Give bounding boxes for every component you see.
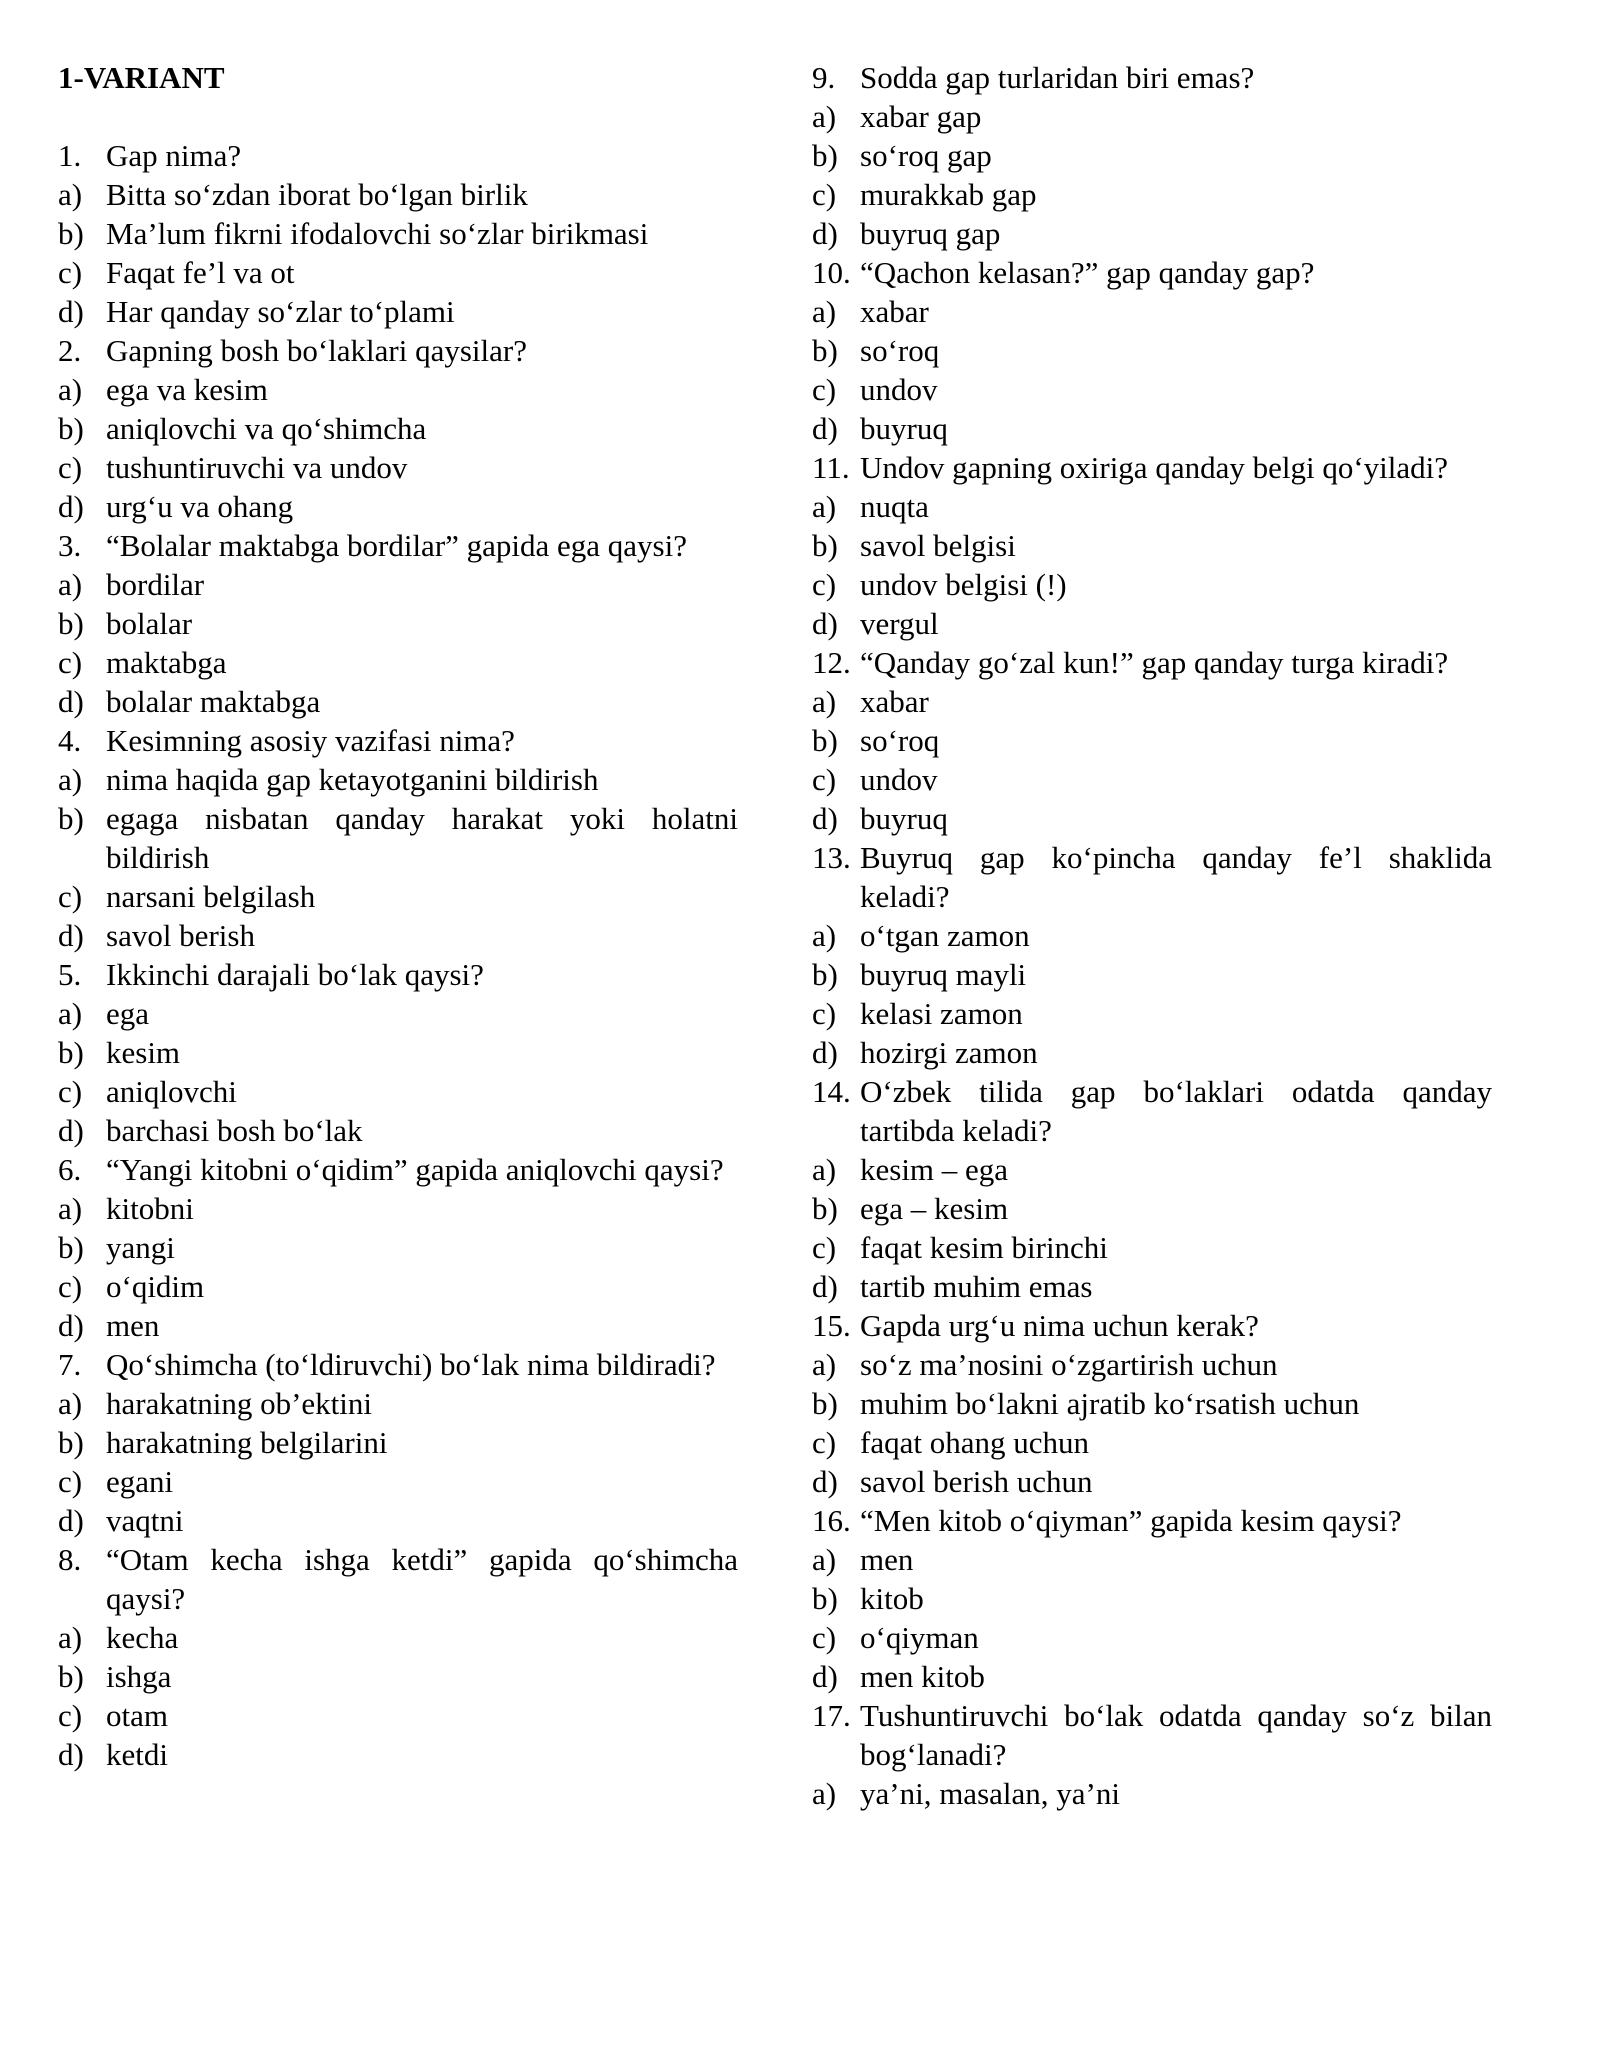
question-item-marker: 2. — [58, 333, 82, 368]
question-item-marker: 9. — [812, 60, 836, 95]
question-item-marker: 1. — [58, 138, 82, 173]
answer-option-marker: b) — [812, 333, 838, 368]
question-item-marker: 4. — [58, 723, 82, 758]
answer-option — [812, 1657, 1492, 1696]
answer-option — [812, 292, 1492, 331]
answer-option-text: kecha — [106, 1620, 179, 1655]
answer-option-marker: c) — [58, 645, 83, 680]
answer-option-marker: c) — [58, 1269, 83, 1304]
answer-option-text: vaqtni — [106, 1503, 184, 1538]
question-item-text: Kesimning asosiy vazifasi nima? — [106, 723, 515, 758]
answer-option-marker: d) — [58, 1308, 84, 1343]
answer-option — [58, 1657, 738, 1696]
variant-title: 1-VARIANT — [58, 60, 225, 95]
question-item-marker: 17. — [812, 1698, 851, 1733]
answer-option-text: faqat kesim birinchi — [860, 1230, 1108, 1265]
answer-option-text: harakatning ob’ektini — [106, 1386, 372, 1421]
answer-option-text: o‘qidim — [106, 1269, 205, 1304]
answer-option — [812, 604, 1492, 643]
answer-option — [58, 1618, 738, 1657]
answer-option-marker: d) — [58, 684, 84, 719]
answer-option-text: urg‘u va ohang — [106, 489, 294, 524]
question-item-marker: 8. — [58, 1542, 82, 1577]
answer-option-text: Faqat fe’l va ot — [106, 255, 295, 290]
answer-option-marker: d) — [58, 294, 84, 329]
answer-option-text: bordilar — [106, 567, 205, 602]
answer-option-marker: a) — [812, 918, 837, 953]
answer-option-marker: a) — [812, 1542, 837, 1577]
answer-option-marker: a) — [58, 567, 83, 602]
answer-option-marker: d) — [58, 1503, 84, 1538]
question-item-text: Gapda urg‘u nima uchun kerak? — [860, 1308, 1259, 1343]
question-item — [812, 253, 1492, 292]
answer-option-marker: c) — [58, 1698, 83, 1733]
question-item-marker: 10. — [812, 255, 851, 290]
question-item — [58, 331, 738, 370]
answer-option — [812, 1423, 1492, 1462]
question-item — [812, 58, 1492, 97]
question-item-marker: 16. — [812, 1503, 851, 1538]
answer-option-marker: b) — [58, 1230, 84, 1265]
answer-option — [58, 643, 738, 682]
answer-option — [58, 175, 738, 214]
answer-option-marker: c) — [812, 567, 837, 602]
answer-option-text: men — [860, 1542, 914, 1577]
answer-option — [812, 721, 1492, 760]
question-item-text: “Yangi kitobni o‘qidim” gapida aniqlovchi qaysi? — [106, 1152, 724, 1187]
answer-option-marker: d) — [812, 606, 838, 641]
answer-option-text: bolalar maktabga — [106, 684, 321, 719]
answer-option — [812, 760, 1492, 799]
question-item — [812, 838, 1492, 916]
answer-option — [58, 253, 738, 292]
answer-option-marker: c) — [812, 1620, 837, 1655]
answer-option-text: undov belgisi (!) — [860, 567, 1067, 602]
answer-option — [812, 1345, 1492, 1384]
answer-option — [58, 1228, 738, 1267]
answer-option-marker: a) — [58, 996, 83, 1031]
answer-option-marker: a) — [812, 684, 837, 719]
question-item — [812, 448, 1492, 487]
answer-option-text: so‘roq gap — [860, 138, 992, 173]
answer-option — [812, 1579, 1492, 1618]
question-item — [812, 1501, 1492, 1540]
answer-option — [812, 1384, 1492, 1423]
answer-option — [58, 877, 738, 916]
answer-option-marker: d) — [812, 1464, 838, 1499]
answer-option-text: kesim – ega — [860, 1152, 1009, 1187]
answer-option — [58, 370, 738, 409]
question-item — [58, 526, 738, 565]
answer-option-marker: a) — [812, 99, 837, 134]
answer-option — [58, 1072, 738, 1111]
answer-option — [812, 1189, 1492, 1228]
answer-option-marker: b) — [58, 606, 84, 641]
question-item-text: Ikkinchi darajali bo‘lak qaysi? — [106, 957, 484, 992]
question-item-text: “Otam kecha ishga ketdi” gapida qo‘shimcha qaysi? — [106, 1542, 738, 1616]
answer-option-marker: a) — [812, 1776, 837, 1811]
question-item-marker: 12. — [812, 645, 851, 680]
answer-option-text: ketdi — [106, 1737, 168, 1772]
question-item — [58, 1150, 738, 1189]
answer-option-text: ega — [106, 996, 150, 1031]
answer-option — [812, 565, 1492, 604]
answer-option-text: narsani belgilash — [106, 879, 316, 914]
answer-option-marker: a) — [58, 177, 83, 212]
title-spacer — [58, 97, 738, 136]
question-item-marker: 15. — [812, 1308, 851, 1343]
answer-option-text: yangi — [106, 1230, 175, 1265]
answer-option-text: ishga — [106, 1659, 172, 1694]
answer-option-text: undov — [860, 372, 938, 407]
question-item-text: “Men kitob o‘qiyman” gapida kesim qaysi? — [860, 1503, 1402, 1538]
answer-option-text: xabar — [860, 294, 929, 329]
answer-option-text: nima haqida gap ketayotganini bildirish — [106, 762, 599, 797]
answer-option-marker: c) — [58, 255, 83, 290]
answer-option — [812, 1462, 1492, 1501]
answer-option-text: Bitta so‘zdan iborat bo‘lgan birlik — [106, 177, 528, 212]
question-item-text: Qo‘shimcha (to‘ldiruvchi) bo‘lak nima bildiradi? — [106, 1347, 716, 1382]
answer-option-text: ega va kesim — [106, 372, 268, 407]
answer-option-marker: b) — [58, 1659, 84, 1694]
answer-option-marker: c) — [812, 996, 837, 1031]
answer-option — [812, 370, 1492, 409]
answer-option-text: buyruq gap — [860, 216, 1001, 251]
answer-option-marker: c) — [812, 1230, 837, 1265]
answer-option — [58, 916, 738, 955]
question-item — [58, 1540, 738, 1618]
question-item-text: Undov gapning oxiriga qanday belgi qo‘yiladi? — [860, 450, 1449, 485]
answer-option-marker: b) — [58, 801, 84, 836]
question-item-text: Buyruq gap ko‘pincha qanday fe’l shaklida keladi? — [860, 840, 1492, 914]
question-item — [58, 955, 738, 994]
answer-option-text: men kitob — [860, 1659, 985, 1694]
answer-option-text: kesim — [106, 1035, 181, 1070]
answer-option — [58, 604, 738, 643]
answer-option-marker: b) — [812, 1581, 838, 1616]
answer-option-text: xabar — [860, 684, 929, 719]
answer-option-marker: d) — [812, 1269, 838, 1304]
answer-option-text: aniqlovchi — [106, 1074, 237, 1109]
answer-option-marker: d) — [58, 489, 84, 524]
answer-option — [812, 331, 1492, 370]
answer-option — [58, 1462, 738, 1501]
answer-option — [812, 916, 1492, 955]
answer-option-text: o‘tgan zamon — [860, 918, 1030, 953]
answer-option — [58, 409, 738, 448]
answer-option-marker: b) — [812, 528, 838, 563]
answer-option-marker: c) — [58, 1074, 83, 1109]
answer-option — [812, 175, 1492, 214]
answer-option — [812, 1267, 1492, 1306]
answer-option-marker: c) — [812, 372, 837, 407]
answer-option — [812, 97, 1492, 136]
answer-option — [58, 760, 738, 799]
answer-option — [812, 799, 1492, 838]
answer-option — [58, 1696, 738, 1735]
question-item-text: “Bolalar maktabga bordilar” gapida ega qaysi? — [106, 528, 687, 563]
answer-option-text: buyruq — [860, 411, 948, 446]
answer-option — [812, 1618, 1492, 1657]
answer-option-marker: d) — [812, 411, 838, 446]
answer-option-text: nuqta — [860, 489, 929, 524]
answer-option-marker: d) — [812, 1035, 838, 1070]
question-item-marker: 13. — [812, 840, 851, 875]
answer-option — [812, 1150, 1492, 1189]
answer-option-text: kitob — [860, 1581, 924, 1616]
answer-option-text: savol belgisi — [860, 528, 1016, 563]
question-item-marker: 11. — [812, 450, 850, 485]
answer-option — [812, 682, 1492, 721]
answer-option-marker: a) — [58, 1386, 83, 1421]
answer-option — [58, 292, 738, 331]
answer-option-marker: a) — [58, 1620, 83, 1655]
answer-option-text: buyruq mayli — [860, 957, 1027, 992]
answer-option-text: hozirgi zamon — [860, 1035, 1038, 1070]
answer-option — [812, 526, 1492, 565]
answer-option — [812, 1033, 1492, 1072]
question-item — [58, 1345, 738, 1384]
answer-option — [58, 682, 738, 721]
answer-option-marker: b) — [812, 1386, 838, 1421]
answer-option — [58, 448, 738, 487]
answer-option — [58, 1267, 738, 1306]
answer-option — [812, 1540, 1492, 1579]
answer-option-text: bolalar — [106, 606, 193, 641]
answer-option-text: tushuntiruvchi va undov — [106, 450, 408, 485]
question-item-marker: 5. — [58, 957, 82, 992]
answer-option-marker: a) — [58, 1191, 83, 1226]
answer-option-marker: b) — [812, 957, 838, 992]
answer-option — [812, 955, 1492, 994]
question-item-marker: 6. — [58, 1152, 82, 1187]
left-column — [58, 58, 738, 1774]
answer-option-marker: a) — [58, 762, 83, 797]
answer-option-marker: a) — [812, 489, 837, 524]
answer-option-text: o‘qiyman — [860, 1620, 979, 1655]
answer-option — [58, 1735, 738, 1774]
answer-option — [812, 1228, 1492, 1267]
answer-option-marker: b) — [812, 723, 838, 758]
answer-option-marker: d) — [812, 1659, 838, 1694]
answer-option-text: otam — [106, 1698, 168, 1733]
answer-option-marker: c) — [58, 1464, 83, 1499]
question-item-text: “Qachon kelasan?” gap qanday gap? — [860, 255, 1315, 290]
answer-option-text: buyruq — [860, 801, 948, 836]
question-item-text: Gapning bosh bo‘laklari qaysilar? — [106, 333, 527, 368]
answer-option-text: tartib muhim emas — [860, 1269, 1093, 1304]
answer-option-text: faqat ohang uchun — [860, 1425, 1089, 1460]
answer-option-text: so‘roq — [860, 723, 940, 758]
answer-option — [58, 799, 738, 877]
answer-option-marker: d) — [812, 801, 838, 836]
answer-option-text: ega – kesim — [860, 1191, 1009, 1226]
answer-option — [58, 1189, 738, 1228]
answer-option-marker: c) — [58, 879, 83, 914]
question-item — [58, 721, 738, 760]
answer-option — [812, 214, 1492, 253]
answer-option-marker: d) — [812, 216, 838, 251]
question-item-text: Gap nima? — [106, 138, 242, 173]
answer-option-marker: d) — [58, 918, 84, 953]
answer-option-text: xabar gap — [860, 99, 982, 134]
answer-option-marker: d) — [58, 1737, 84, 1772]
answer-option-marker: a) — [58, 372, 83, 407]
answer-option-marker: b) — [58, 1035, 84, 1070]
answer-option-text: maktabga — [106, 645, 227, 680]
answer-option-marker: d) — [58, 1113, 84, 1148]
answer-option-text: Har qanday so‘zlar to‘plami — [106, 294, 455, 329]
answer-option-marker: b) — [812, 138, 838, 173]
question-item — [812, 1306, 1492, 1345]
answer-option — [812, 487, 1492, 526]
answer-option-text: Ma’lum fikrni ifodalovchi so‘zlar birikmasi — [106, 216, 649, 251]
answer-option — [58, 1384, 738, 1423]
question-item — [812, 1696, 1492, 1774]
answer-option-marker: c) — [812, 762, 837, 797]
answer-option — [58, 1033, 738, 1072]
answer-option — [58, 1501, 738, 1540]
answer-option-text: so‘z ma’nosini o‘zgartirish uchun — [860, 1347, 1278, 1382]
answer-option-text: kelasi zamon — [860, 996, 1023, 1031]
answer-option — [58, 1306, 738, 1345]
answer-option-text: savol berish — [106, 918, 255, 953]
answer-option-marker: a) — [812, 1347, 837, 1382]
answer-option-text: murakkab gap — [860, 177, 1037, 212]
answer-option — [58, 487, 738, 526]
answer-option-text: undov — [860, 762, 938, 797]
answer-option-text: aniqlovchi va qo‘shimcha — [106, 411, 427, 446]
answer-option — [812, 409, 1492, 448]
question-item-text: Tushuntiruvchi bo‘lak odatda qanday so‘z bilan bog‘lanadi? — [860, 1698, 1492, 1772]
answer-option-text: barchasi bosh bo‘lak — [106, 1113, 363, 1148]
answer-option — [58, 565, 738, 604]
answer-option — [58, 994, 738, 1033]
answer-option-marker: b) — [58, 411, 84, 446]
answer-option-text: egaga nisbatan qanday harakat yoki holatni bildirish — [106, 801, 738, 875]
question-item-marker: 3. — [58, 528, 82, 563]
question-item-text: Sodda gap turlaridan biri emas? — [860, 60, 1255, 95]
answer-option — [812, 994, 1492, 1033]
answer-option-text: ya’ni, masalan, ya’ni — [860, 1776, 1120, 1811]
question-item-text: O‘zbek tilida gap bo‘laklari odatda qanday tartibda keladi? — [860, 1074, 1492, 1148]
answer-option-marker: c) — [58, 450, 83, 485]
answer-option-marker: a) — [812, 294, 837, 329]
answer-option — [812, 1774, 1492, 1813]
right-column — [812, 58, 1492, 1813]
answer-option-marker: b) — [58, 216, 84, 251]
answer-option-text: egani — [106, 1464, 174, 1499]
question-item — [58, 136, 738, 175]
question-item-marker: 7. — [58, 1347, 82, 1382]
answer-option-marker: b) — [58, 1425, 84, 1460]
question-item-text: “Qanday go‘zal kun!” gap qanday turga kiradi? — [860, 645, 1449, 680]
answer-option-text: harakatning belgilarini — [106, 1425, 388, 1460]
answer-option-marker: c) — [812, 1425, 837, 1460]
answer-option — [812, 136, 1492, 175]
question-item-marker: 14. — [812, 1074, 851, 1109]
answer-option-text: savol berish uchun — [860, 1464, 1093, 1499]
answer-option-text: men — [106, 1308, 160, 1343]
answer-option-marker: b) — [812, 1191, 838, 1226]
question-item — [812, 1072, 1492, 1150]
answer-option-text: kitobni — [106, 1191, 194, 1226]
question-item — [812, 643, 1492, 682]
answer-option-text: muhim bo‘lakni ajratib ko‘rsatish uchun — [860, 1386, 1360, 1421]
answer-option — [58, 214, 738, 253]
answer-option-marker: c) — [812, 177, 837, 212]
answer-option-text: so‘roq — [860, 333, 940, 368]
answer-option-text: vergul — [860, 606, 939, 641]
answer-option-marker: a) — [812, 1152, 837, 1187]
answer-option — [58, 1111, 738, 1150]
answer-option — [58, 1423, 738, 1462]
